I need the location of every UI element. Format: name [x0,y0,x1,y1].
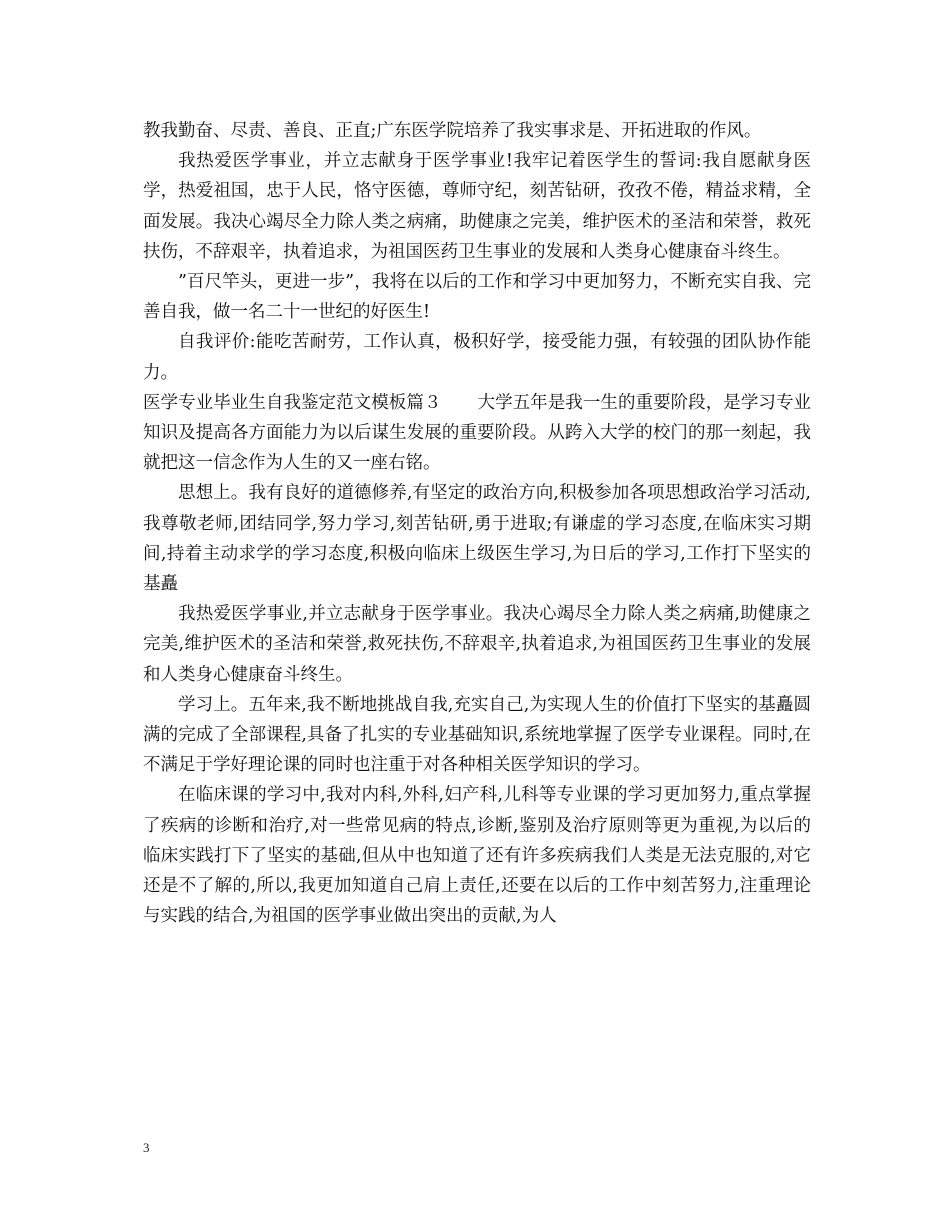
paragraph-thought: 思想上。我有良好的道德修养,有坚定的政治方向,积极参加各项思想政治学习活动,我尊敬老师,团结同学,努力学习,刻苦钻研,勇于进取;有谦虚的学习态度,在临床实习期间,持着主动求学的学习态度,积极向临床上级医生学习,为日后的学习,工作打下坚实的基矗 [143,483,811,595]
document-body [143,116,811,931]
paragraph-study: 学习上。五年来,我不断地挑战自我,充实自己,为实现人生的价值打下坚实的基矗圆满的完成了全部课程,具备了扎实的专业基础知识,系统地掌握了医学专业课程。同时,在不满足于学好理论课的同时也注重于对各种相关医学知识的学习。 [143,694,811,776]
paragraph-1: 教我勤奋、尽责、善良、正直;广东医学院培养了我实事求是、开拓进取的作风。 [143,121,762,141]
page-number: 3 [143,1140,150,1155]
paragraph-3: ”百尺竿头，更进一步”，我将在以后的工作和学习中更加努力，不断充实自我、完善自我，做一名二十一世纪的好医生! [143,272,811,323]
section-paragraph [143,388,811,479]
section-heading: 医学专业毕业生自我鉴定范文模板篇３ [143,392,442,413]
section-intro-text: 大学五年是我一生的重要阶段，是学习专业知识及提高各方面能力为以后谋生发展的重要阶段。从跨入大学的校门的那一刻起，我就把这一信念作为人生的又一座右铭。 [143,392,812,474]
paragraph-clinical: 在临床课的学习中,我对内科,外科,妇产科,儿科等专业课的学习更加努力,重点掌握了疾病的诊断和治疗,对一些常见病的特点,诊断,鉴别及治疗原则等更为重视,为以后的临床实践打下了坚实的基础,但从中也知道了还有许多疾病我们人类是无法克服的,对它还是不了解的,所以,我更加知道自己肩上责任,还要在以后的工作中刻苦努力,注重理论与实践的结合,为祖国的医学事业做出突出的贡献,为人 [143,785,811,927]
paragraph-dedication: 我热爱医学事业,并立志献身于医学事业。我决心竭尽全力除人类之病痛,助健康之完美,维护医术的圣洁和荣誉,救死扶伤,不辞艰辛,执着追求,为祖国医药卫生事业的发展和人类身心健康奋斗终生。 [143,604,811,685]
paragraph-4: 自我评价:能吃苦耐劳，工作认真，极积好学，接受能力强，有较强的团队协作能力。 [143,332,811,383]
paragraph-2: 我热爱医学事业，并立志献身于医学事业!我牢记着医学生的誓词:我自愿献身医学，热爱祖国，忠于人民，恪守医德，尊师守纪，刻苦钻研，孜孜不倦，精益求精，全面发展。我决心竭尽全力除人类之病痛，助健康之完美，维护医术的圣洁和荣誉，救死扶伤，不辞艰辛，执着追求，为祖国医药卫生事业的发展和人类身心健康奋斗终生。 [143,151,811,262]
